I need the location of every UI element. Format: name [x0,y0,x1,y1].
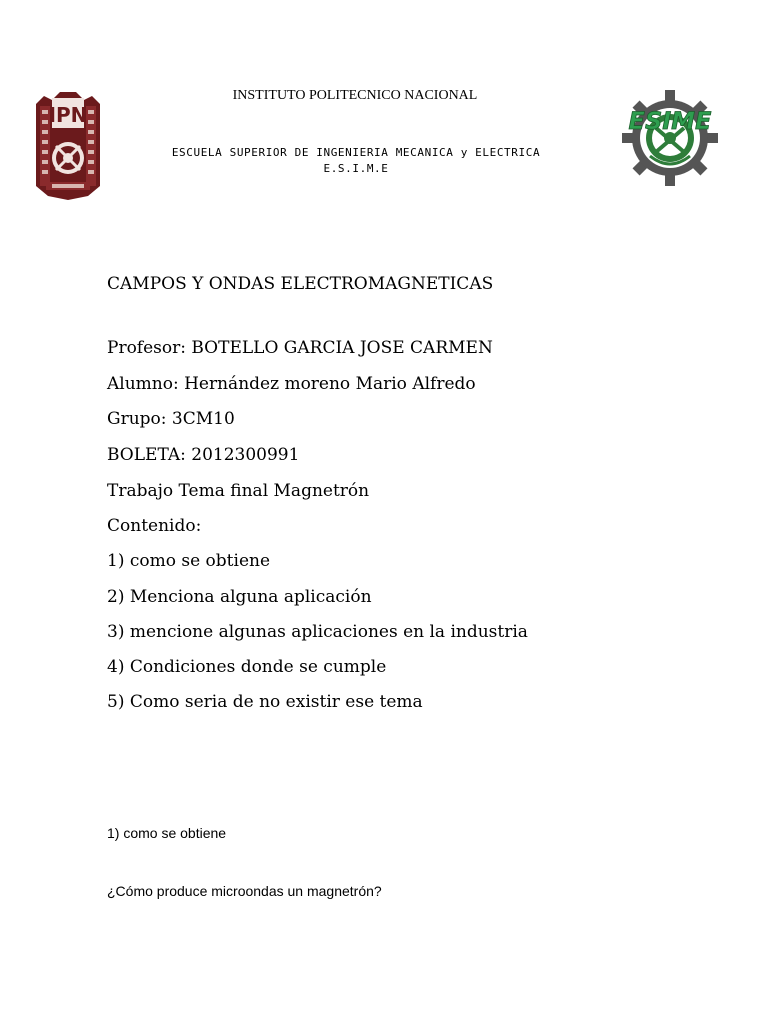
ipn-logo-text: IPN [48,103,88,127]
boleta-line: BOLETA: 2012300991 [107,445,300,465]
esime-logo-text: ESIME [628,107,712,135]
contents-item: 3) mencione algunas aplicaciones en la industria [107,622,528,642]
professor-line: Profesor: BOTELLO GARCIA JOSE CARMEN [107,338,493,358]
contents-item: 4) Condiciones donde se cumple [107,657,387,677]
institution-name: INSTITUTO POLITECNICO NACIONAL [232,88,478,103]
work-title-line: Trabajo Tema final Magnetrón [107,481,370,501]
contents-label: Contenido: [107,516,202,536]
student-line: Alumno: Hernández moreno Mario Alfredo [107,374,476,394]
contents-item: 5) Como seria de no existir ese tema [107,692,423,712]
course-title: CAMPOS Y ONDAS ELECTROMAGNETICAS [107,274,494,294]
school-name: ESCUELA SUPERIOR DE INGENIERIA MECANICA y ELECTRICA [171,146,541,159]
section-heading: 1) como se obtiene [107,825,227,841]
contents-item: 2) Menciona alguna aplicación [107,587,372,607]
group-line: Grupo: 3CM10 [107,409,235,429]
school-abbreviation: E.S.I.M.E [323,162,389,175]
section-question: ¿Cómo produce microondas un magnetrón? [107,883,382,899]
contents-item: 1) como se obtiene [107,551,271,571]
school-name-block [0,145,712,177]
